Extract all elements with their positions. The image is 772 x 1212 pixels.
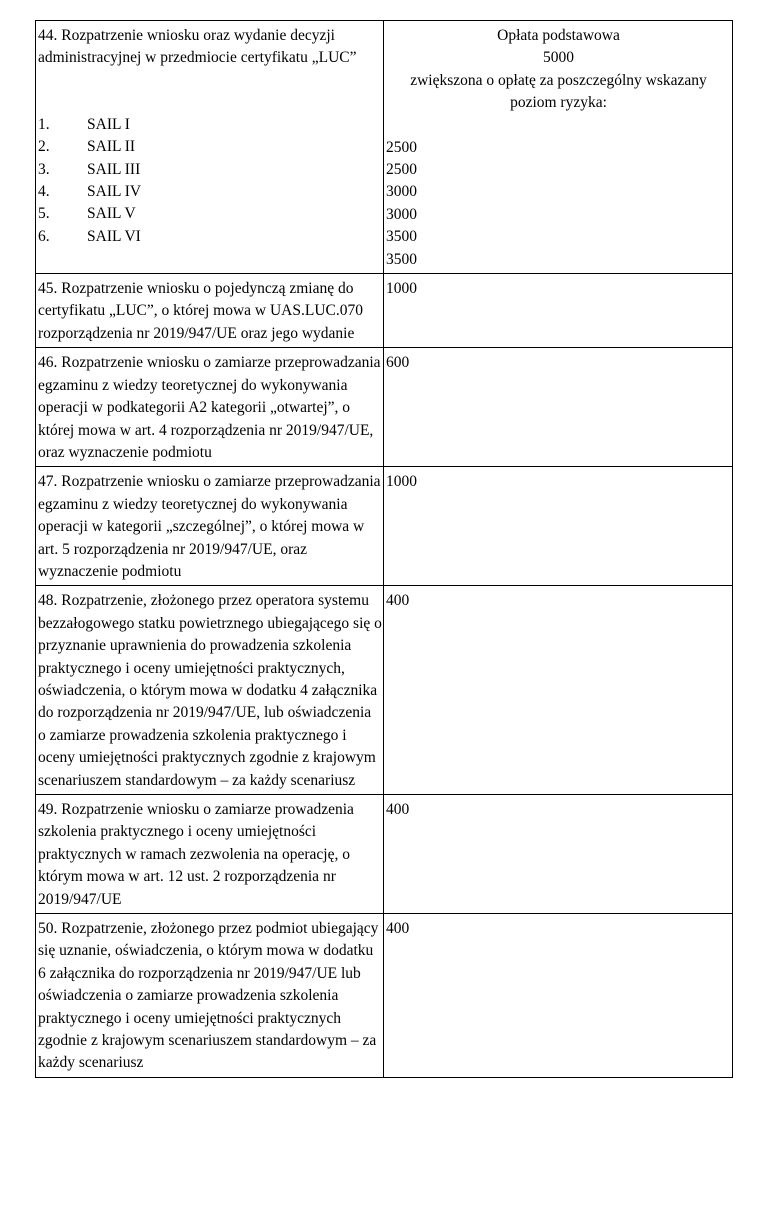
table-row bbox=[36, 467, 733, 586]
row-fee: 400 bbox=[384, 914, 733, 1078]
table-row bbox=[36, 348, 733, 467]
fee-amount: 2500 bbox=[386, 161, 417, 179]
list-item: 1. SAIL I bbox=[38, 115, 130, 133]
row-fee: 400 bbox=[384, 586, 733, 795]
list-item: 3. SAIL III bbox=[38, 160, 141, 178]
row-description: 45. Rozpatrzenie wniosku o pojedynczą zmianę do certyfikatu „LUC”, o której mowa w UAS.LUC.070 rozporządzenia nr 2019/947/UE oraz jego wydanie bbox=[36, 274, 384, 348]
row-fee: 1000 bbox=[384, 274, 733, 348]
fee-amount: 3500 bbox=[386, 228, 417, 246]
fee-amount: 3500 bbox=[386, 250, 417, 268]
row-description: 49. Rozpatrzenie wniosku o zamiarze prowadzenia szkolenia praktycznego i oceny umiejętności praktycznych w ramach zezwolenia na operację, o którym mowa w art. 12 ust. 2 rozporządzenia nr 2019/947/UE bbox=[36, 795, 384, 914]
row-description bbox=[36, 21, 384, 274]
fee-amount: 3000 bbox=[386, 183, 417, 201]
row-fee: 600 bbox=[384, 348, 733, 467]
table-row bbox=[36, 21, 733, 274]
fee-amount: 3000 bbox=[386, 205, 417, 223]
fee-title: Opłata podstawowa bbox=[497, 27, 620, 44]
row-description: 50. Rozpatrzenie, złożonego przez podmiot ubiegający się uznanie, oświadczenia, o którym mowa w dodatku 6 załącznika do rozporządzenia nr 2019/947/UE lub oświadczenia o zamiarze prowadzenia szkolenia praktycznego i oceny umiejętności praktycznych zgodnie z krajowym scenariuszem standardowym – za każdy scenariusz bbox=[36, 914, 384, 1078]
table-row bbox=[36, 274, 733, 348]
fee-amount: 2500 bbox=[386, 138, 417, 156]
row-description-text: 44. Rozpatrzenie wniosku oraz wydanie decyzji administracyjnej w przedmiocie certyfikatu „LUC” bbox=[38, 27, 357, 67]
row-description: 48. Rozpatrzenie, złożonego przez operatora systemu bezzałogowego statku powietrznego ubiegającego się o przyznanie uprawnienia do prowadzenia szkolenia praktycznego i oceny umiejętności praktycznych, oświadczenia, o którym mowa w dodatku 4 załącznika do rozporządzenia nr 2019/947/UE, lub oświadczenia o zamiarze prowadzenia szkolenia praktycznego i oceny umiejętności praktycznych zgodnie z krajowym scenariuszem standardowym – za każdy scenariusz bbox=[36, 586, 384, 795]
table-row bbox=[36, 914, 733, 1078]
row-fee: 1000 bbox=[384, 467, 733, 586]
fee-base: 5000 bbox=[543, 49, 574, 67]
row-fee bbox=[384, 21, 733, 274]
list-item: 6. SAIL VI bbox=[38, 227, 141, 245]
list-item: 2. SAIL II bbox=[38, 138, 136, 156]
row-fee: 400 bbox=[384, 795, 733, 914]
table-row bbox=[36, 795, 733, 914]
fee-table bbox=[35, 20, 733, 1078]
row-description: 46. Rozpatrzenie wniosku o zamiarze przeprowadzania egzaminu z wiedzy teoretycznej do wykonywania operacji w podkategorii A2 kategorii „otwartej”, o której mowa w art. 4 rozporządzenia nr 2019/947/UE, oraz wyznaczenie podmiotu bbox=[36, 348, 384, 467]
table-row bbox=[36, 586, 733, 795]
fee-note: zwiększona o opłatę za poszczególny wskazany poziom ryzyka: bbox=[410, 71, 707, 112]
list-item: 5. SAIL V bbox=[38, 205, 136, 223]
row-description: 47. Rozpatrzenie wniosku o zamiarze przeprowadzania egzaminu z wiedzy teoretycznej do wykonywania operacji w kategorii „szczególnej”, o której mowa w art. 5 rozporządzenia nr 2019/947/UE, oraz wyznaczenie podmiotu bbox=[36, 467, 384, 586]
list-item: 4. SAIL IV bbox=[38, 183, 142, 201]
